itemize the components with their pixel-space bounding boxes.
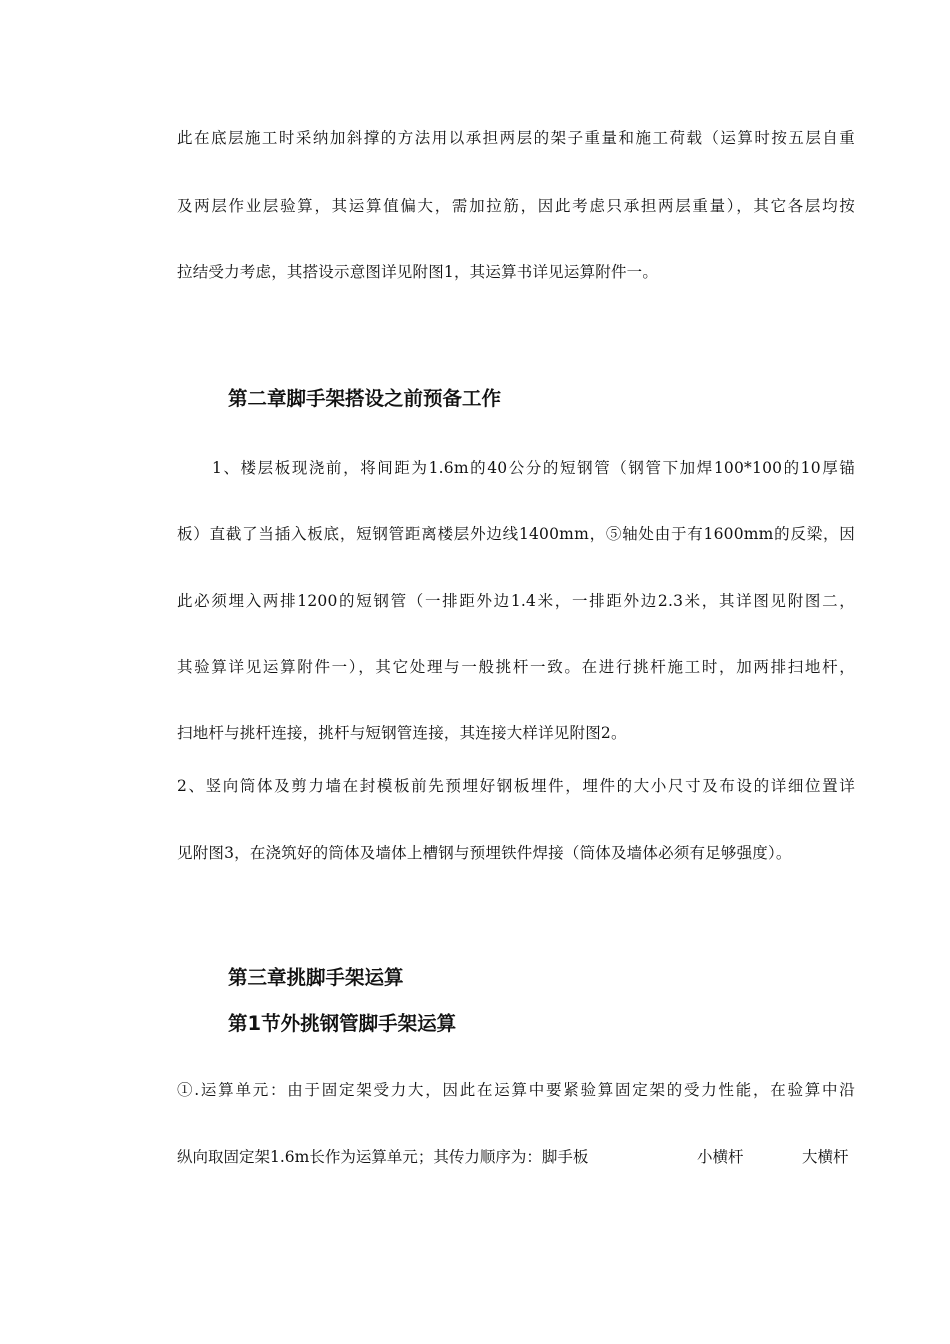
intro-line-1: 此在底层施工时采纳加斜撑的方法用以承担两层的架子重量和施工荷载（运算时按五层自重: [177, 129, 855, 147]
chapter2-title: 第二章脚手架搭设之前预备工作: [228, 387, 502, 410]
intro-line-2: 及两层作业层验算，其运算值偏大，需加拉筋，因此考虑只承担两层重量），其它各层均按: [177, 197, 855, 215]
para1-line-2-text: 纵向取固定架1.6m长作为运算单元；其传力顺序为：脚手板: [177, 1148, 589, 1166]
item2-line-1: 2、竖向筒体及剪力墙在封模板前先预埋好钢板埋件，埋件的大小尺寸及布设的详细位置详: [177, 777, 855, 795]
section1-title: 第1节外挑钢管脚手架运算: [228, 1012, 457, 1035]
chapter3-title: 第三章挑脚手架运算: [228, 966, 404, 989]
intro-line-3: 拉结受力考虑，其搭设示意图详见附图1，其运算书详见运算附件一。: [177, 263, 659, 281]
para1-line-2: [177, 1147, 855, 1167]
item1-line-1: 1、楼层板现浇前，将间距为1.6m的40公分的短钢管（钢管下加焊100*100的10厚锚: [212, 459, 855, 477]
para1-da-henggan: 大横杆: [802, 1148, 849, 1166]
item1-line-3: 此必须埋入两排1200的短钢管（一排距外边1.4米，一排距外边2.3米，其详图见附图二，: [177, 592, 855, 610]
item1-line-2: 板）直截了当插入板底，短钢管距离楼层外边线1400mm，⑤轴处由于有1600mm的反梁，因: [177, 525, 855, 543]
item2-line-2: 见附图3，在浇筑好的筒体及墙体上槽钢与预埋铁件焊接（筒体及墙体必须有足够强度）。: [177, 844, 792, 862]
para1-xiao-henggan: 小横杆: [697, 1148, 744, 1166]
para1-line-1: ①.运算单元：由于固定架受力大，因此在运算中要紧验算固定架的受力性能，在验算中沿: [177, 1081, 855, 1099]
item1-line-4: 其验算详见运算附件一），其它处理与一般挑杆一致。在进行挑杆施工时，加两排扫地杆，: [177, 658, 855, 676]
item1-line-5: 扫地杆与挑杆连接，挑杆与短钢管连接，其连接大样详见附图2。: [177, 724, 627, 742]
